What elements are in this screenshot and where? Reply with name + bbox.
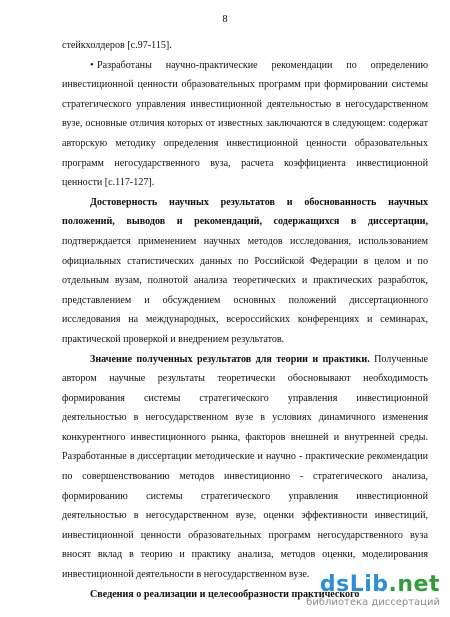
paragraph-significance-heading: Значение полученных результатов для теории и практики. (90, 353, 370, 365)
paragraph-implementation-heading: Сведения о реализации и целесообразности практического (90, 588, 360, 600)
paragraph-continuation: стейкхолдеров [с.97-115]. (62, 40, 172, 51)
paragraph-reliability-heading: Достоверность научных результатов и обоснованность научных положений, выводов и рекомендаций, содержащихся в диссертации, (62, 196, 428, 228)
bullet-paragraph-text: Разработаны научно-практические рекомендации по определению инвестиционной ценности образовательных программ при формировании системы стратегического управления инвестиционной деятельностью в негосударственном вузе, основные отличия которых от известных заключаются в следующем: содержат авторскую методику определения инвестиционной ценности образовательных программ негосударственного вуза, расчета коэффициента инвестиционной ценности [с.117-127]. (62, 59, 428, 189)
document-body (62, 36, 428, 604)
paragraph-significance-text: Полученные автором научные результаты теоретически обосновывают необходимость формирования системы стратегического управления инвестиционной деятельностью в негосударственном вузе в условиях динамичного изменения конкурентного инвестиционного рынка, факторов внешней и внутренней среды. Разработанные в диссертации методические и научно - практические рекомендации по совершенствованию методов инвестиционно - стратегического анализа, формированию системы стратегического управления инвестиционной деятельностью в негосударственном вузе, оценки эффективности инвестиций, инвестиционной ценности образовательных программ негосударственного вуза вносят вклад в теорию и практику анализа, методов оценки, моделирования инвестиционной деятельности в негосударственном вузе. (62, 353, 428, 581)
page-number: 8 (222, 14, 228, 25)
paragraph-reliability-text: подтверждается применением научных методов исследования, использованием официальных статистических данных по Российской Федерации в целом и по отдельным вузам, полнотой анализа теоретических и практических разработок, представлением и обсуждением основных положений диссертационного исследования на международных, всероссийских конференциях и семинарах, практической проверкой и внедрением результатов. (62, 235, 428, 345)
watermark-logo-part2: .net (388, 572, 440, 597)
bullet-paragraph (62, 56, 428, 193)
paragraph-significance (62, 350, 428, 585)
watermark-logo (306, 573, 440, 597)
bullet-icon: • (90, 59, 94, 71)
watermark-logo-part1: dsLib (319, 572, 389, 597)
watermark (306, 573, 440, 609)
watermark-subtitle: библиотека диссертаций (306, 597, 440, 608)
paragraph-reliability (62, 193, 428, 350)
